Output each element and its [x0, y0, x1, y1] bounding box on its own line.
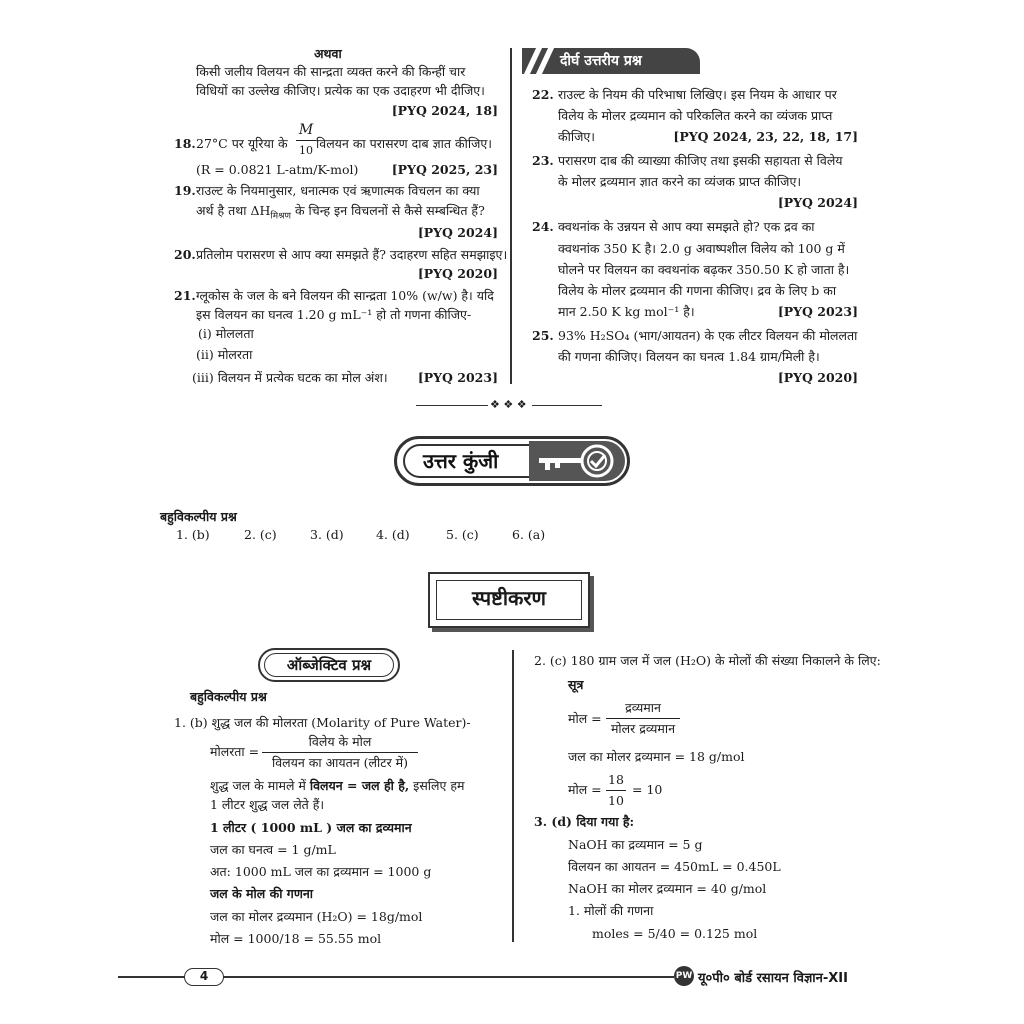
text-part: 3. (d) दिया गया है:	[534, 814, 635, 829]
explanation-text: NaOH का द्रव्यमान = 5 g	[568, 837, 703, 852]
book-title: यू०पी० बोर्ड रसायन विज्ञान-XII	[698, 971, 848, 986]
page-number: 4	[184, 968, 224, 986]
question-text: क्वथनांक के उन्नयन से आप क्या समझते हो? एक द्रव का	[558, 219, 815, 234]
explanation-subheading: सूत्र	[568, 677, 584, 692]
header-label: दीर्घ उत्तरीय प्रश्न	[560, 53, 642, 69]
question-text: इस विलयन का घनत्व 1.20 g mL⁻¹ हो तो गणना कीजिए-	[196, 307, 472, 322]
key-icon	[533, 441, 623, 481]
fraction	[262, 734, 418, 771]
pyq-tag: [PYQ 2024]	[417, 225, 498, 240]
pyq-tag: [PYQ 2023]	[417, 370, 498, 385]
question-text: के मोलर द्रव्यमान ज्ञात करने का व्यंजक प्राप्त कीजिए।	[558, 174, 802, 189]
question-text: विधियों का उल्लेख कीजिए। प्रत्येक का एक उदाहरण भी दीजिए।	[196, 83, 485, 98]
question-text: 93% H₂SO₄ (भाग/आयतन) के एक लीटर विलयन की मोललता	[558, 328, 858, 343]
fraction-numerator: M	[298, 122, 314, 138]
question-text: किसी जलीय विलयन की सान्द्रता व्यक्त करने की किन्हीं चार	[196, 64, 466, 79]
fraction-numerator: द्रव्यमान	[625, 700, 661, 715]
text-part: इसलिए हम	[409, 778, 465, 793]
publisher-logo: PW	[674, 966, 694, 986]
explanation-text: 1. मोलों की गणना	[568, 903, 654, 918]
question-number: 19.	[174, 183, 196, 198]
subscript: मिश्रण	[270, 211, 291, 222]
pyq-tag: [PYQ 2024]	[777, 195, 858, 210]
question-text: विलयन का परासरण दाब ज्ञात कीजिए।	[316, 136, 492, 151]
answer-item: 6. (a)	[512, 527, 546, 542]
question-text: क्वथनांक 350 K है। 2.0 g अवाष्पशील विलेय को 100 g में	[558, 241, 845, 256]
column-divider	[512, 650, 514, 942]
explanation-text: मोल = 1000/18 = 55.55 mol	[210, 931, 382, 946]
sub-question: (iii) विलयन में प्रत्येक घटक का मोल अंश।	[192, 370, 388, 385]
text-part: अर्थ है तथा ΔH	[196, 203, 271, 218]
athva-heading: अथवा	[314, 46, 342, 61]
fraction	[606, 700, 680, 737]
explanation-text: अत: 1000 mL जल का द्रव्यमान = 1000 g	[210, 864, 432, 879]
pyq-tag: [PYQ 2024, 23, 22, 18, 17]	[673, 129, 858, 144]
objective-banner	[258, 648, 400, 682]
mcq-heading: बहुविकल्पीय प्रश्न	[190, 689, 267, 704]
text-part: शुद्ध जल के मामले में	[210, 778, 310, 793]
explanation-text: NaOH का मोलर द्रव्यमान = 40 g/mol	[568, 881, 767, 896]
pyq-tag: [PYQ 2024, 18]	[391, 103, 498, 118]
sub-question: (i) मोललता	[198, 326, 254, 341]
explanation-text: विलयन का आयतन = 450mL = 0.450L	[568, 859, 781, 874]
formula-label: मोल =	[568, 782, 602, 797]
pyq-tag: [PYQ 2023]	[777, 304, 858, 319]
answer-item: 2. (c)	[244, 527, 277, 542]
answer-key-banner	[394, 436, 630, 486]
answer-item: 4. (d)	[376, 527, 410, 542]
explanation-text: जल का घनत्व = 1 g/mL	[210, 842, 336, 857]
explanation-text: जल का मोलर द्रव्यमान (H₂O) = 18g/mol	[210, 909, 423, 924]
question-text	[196, 203, 485, 225]
formula-label: मोल =	[568, 711, 602, 726]
question-number: 23.	[532, 153, 554, 168]
question-text: (R = 0.0821 L-atm/K-mol)	[196, 162, 359, 177]
question-number: 18.	[174, 136, 196, 151]
explanation-text: = 10	[632, 782, 663, 797]
section-header-long-answer	[522, 48, 700, 74]
fraction-denominator: 10	[299, 144, 313, 157]
answer-item: 3. (d)	[310, 527, 344, 542]
explanation-head	[534, 814, 634, 830]
explanation-head: 1. (b) शुद्ध जल की मोलरता (Molarity of Pure Water)-	[174, 715, 471, 730]
fraction-bar	[606, 790, 626, 791]
question-text: प्रतिलोम परासरण से आप क्या समझते हैं? उदाहरण सहित समझाइए।	[196, 247, 508, 262]
fraction-denominator: 10	[608, 793, 624, 808]
fraction-numerator: विलेय के मोल	[308, 734, 372, 749]
text-emphasis: विलयन = जल ही है,	[309, 778, 410, 793]
question-text: राउल्ट के नियम की परिभाषा लिखिए। इस नियम के आधार पर	[558, 87, 837, 102]
question-text: विलेय के मोलर द्रव्यमान की गणना कीजिए। द्रव के लिए b का	[558, 283, 837, 298]
explanation-subheading: जल के मोल की गणना	[210, 886, 314, 901]
question-number: 24.	[532, 219, 554, 234]
sub-question: (ii) मोलरता	[196, 347, 253, 362]
answer-item: 1. (b)	[176, 527, 210, 542]
explanation-title: स्पष्टीकरण	[472, 586, 546, 610]
pyq-tag: [PYQ 2025, 23]	[391, 162, 498, 177]
ornament: ❖ ❖ ❖	[490, 398, 527, 411]
question-number: 25.	[532, 328, 554, 343]
fraction	[296, 122, 316, 159]
explanation-text	[210, 778, 464, 794]
ornament-rule-left	[416, 405, 488, 406]
question-text: घोलने पर विलयन का क्वथनांक बढ़कर 350.50 K हो जाता है।	[558, 262, 850, 277]
question-text: कीजिए।	[558, 129, 596, 144]
question-text: मान 2.50 K kg mol⁻¹ है।	[558, 304, 695, 319]
explanation-subheading: 1 लीटर ( 1000 mL ) जल का द्रव्यमान	[210, 820, 412, 835]
question-text: की गणना कीजिए। विलयन का घनत्व 1.84 ग्राम/मिली है।	[558, 349, 820, 364]
explanation-text: 1 लीटर शुद्ध जल लेते हैं।	[210, 797, 325, 812]
question-number: 21.	[174, 288, 196, 303]
question-text: विलेय के मोलर द्रव्यमान को परिकलित करने का व्यंजक प्राप्त	[558, 108, 833, 123]
explanation-head: 2. (c) 180 ग्राम जल में जल (H₂O) के मोलों की संख्या निकालने के लिए:	[534, 653, 881, 668]
question-text: 27°C पर यूरिया के	[196, 136, 288, 151]
objective-title: ऑब्जेक्टिव प्रश्न	[286, 656, 372, 674]
column-divider	[510, 48, 512, 384]
question-text: राउल्ट के नियमानुसार, धनात्मक एवं ऋणात्मक विचलन का क्या	[196, 183, 480, 198]
explanation-text: जल का मोलर द्रव्यमान = 18 g/mol	[568, 749, 745, 764]
question-number: 20.	[174, 247, 196, 262]
question-number: 22.	[532, 87, 554, 102]
pyq-tag: [PYQ 2020]	[417, 266, 498, 281]
fraction-denominator: मोलर द्रव्यमान	[610, 721, 676, 736]
fraction-bar	[296, 140, 316, 141]
ornament-rule-right	[532, 405, 602, 406]
formula-label: मोलरता =	[210, 744, 260, 759]
text-part: के चिन्ह इन विचलनों से कैसे सम्बन्धित हैं?	[294, 203, 485, 218]
fraction-bar	[606, 718, 680, 719]
question-text: ग्लूकोस के जल के बने विलयन की सान्द्रता 10% (w/w) है। यदि	[196, 288, 494, 303]
answer-item: 5. (c)	[446, 527, 479, 542]
answer-key-title: उत्तर कुंजी	[423, 449, 499, 473]
pyq-tag: [PYQ 2020]	[777, 370, 858, 385]
fraction-bar	[262, 752, 418, 753]
explanation-banner	[428, 572, 590, 628]
fraction-numerator: 18	[608, 772, 624, 787]
explanation-text: moles = 5/40 = 0.125 mol	[592, 926, 758, 941]
question-text: परासरण दाब की व्याख्या कीजिए तथा इसकी सहायता से विलेय	[558, 153, 843, 168]
fraction	[606, 772, 626, 809]
answer-key-section: बहुविकल्पीय प्रश्न	[160, 509, 237, 524]
fraction-denominator: विलयन का आयतन (लीटर में)	[271, 755, 409, 770]
